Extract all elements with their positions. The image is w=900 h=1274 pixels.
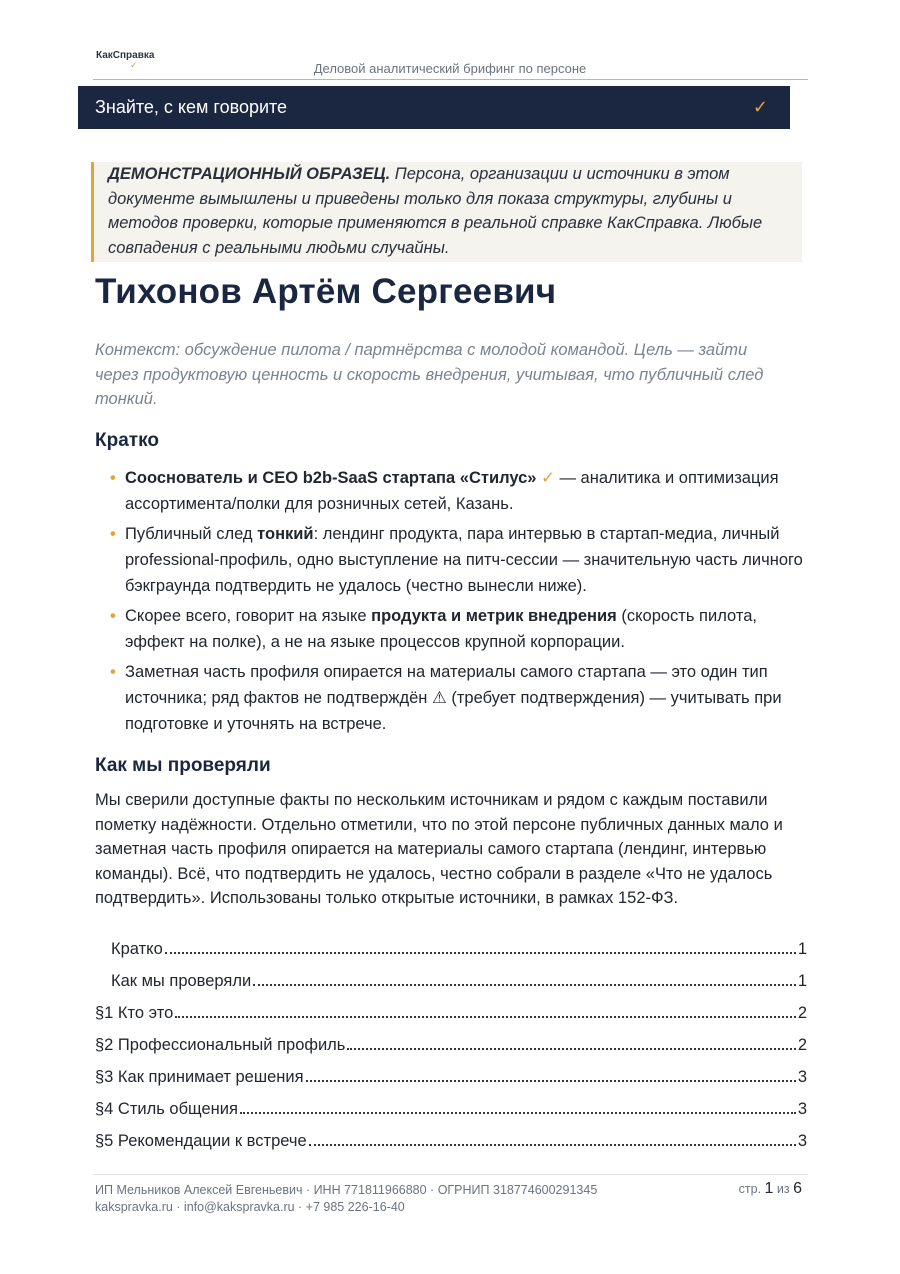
bullet-text: Публичный след: [125, 525, 258, 543]
toc-entry-summary[interactable]: [95, 940, 807, 972]
page-prefix: стр.: [738, 1182, 765, 1196]
list-item: [95, 521, 815, 599]
bullet-icon: •: [110, 469, 116, 487]
brand-logo: [96, 50, 155, 70]
bullet-icon: •: [110, 663, 116, 681]
bullet-icon: •: [110, 525, 116, 543]
toc-entry-section-5[interactable]: [95, 1132, 807, 1164]
method-heading: Как мы проверяли: [95, 755, 271, 776]
bullet-bold: продукта и метрик внедрения: [371, 607, 617, 625]
bullet-bold: тонкий: [257, 525, 314, 543]
toc-leader: [347, 1048, 795, 1050]
toc-entry-method[interactable]: [95, 972, 807, 1004]
toc-page: 1: [797, 972, 807, 990]
toc-label: §3 Как принимает решения: [95, 1068, 304, 1086]
header-divider: [93, 79, 808, 80]
page-total: 6: [793, 1180, 802, 1197]
toc-page: 2: [797, 1004, 807, 1022]
logo-text: КакСправка: [96, 50, 155, 61]
verified-check-icon: ✓: [536, 469, 555, 487]
list-item: [95, 465, 815, 517]
bullet-icon: •: [110, 607, 116, 625]
toc-page: 3: [797, 1068, 807, 1086]
page-of: из: [773, 1182, 794, 1196]
meeting-context: Контекст: обсуждение пилота / партнёрства с молодой командой. Цель — зайти через продуктовую ценность и скорость внедрения, учитывая, что публичный след тонкий.: [95, 341, 764, 408]
demo-disclaimer: [91, 162, 802, 262]
person-name: Тихонов Артём Сергеевич: [95, 272, 557, 311]
toc-label: Кратко: [111, 940, 163, 958]
bullet-text: Скорее всего, говорит на языке: [125, 607, 372, 625]
footer-divider: [93, 1174, 808, 1175]
toc-entry-section-4[interactable]: [95, 1100, 807, 1132]
toc-entry-section-3[interactable]: [95, 1068, 807, 1100]
table-of-contents: [95, 940, 807, 1164]
bullet-text: (скорость пилота, эффект на полке), а не на языке процессов крупной корпорации.: [125, 607, 757, 651]
toc-label: Как мы проверяли: [111, 972, 252, 990]
toc-leader: [175, 1016, 796, 1018]
toc-label: §1 Кто это: [95, 1004, 174, 1022]
summary-list: [95, 465, 815, 741]
toc-leader: [306, 1080, 796, 1082]
toc-page: 3: [797, 1100, 807, 1118]
toc-leader: [165, 952, 796, 954]
bullet-bold: Сооснователь и CEO b2b-SaaS стартапа «Стилус»: [125, 469, 537, 487]
toc-leader: [309, 1144, 796, 1146]
banner-title: Знайте, с кем говорите: [95, 97, 288, 117]
footer-company: ИП Мельников Алексей Евгеньевич · ИНН 771811966880 · ОГРНИП 318774600291345: [95, 1183, 598, 1197]
list-item: [95, 659, 815, 737]
toc-label: §2 Профессиональный профиль: [95, 1036, 346, 1054]
bullet-text: — аналитика и оптимизация ассортимента/полки для розничных сетей, Казань.: [125, 469, 779, 513]
toc-leader: [240, 1112, 796, 1114]
toc-page: 3: [797, 1132, 807, 1150]
toc-label: §4 Стиль общения: [95, 1100, 238, 1118]
toc-page: 2: [797, 1036, 807, 1054]
disclaimer-text: Персона, организации и источники в этом документе вымышлены и приведены только для показа структуры, глубины и методов проверки, которые применяются в реальной справке КакСправка. Любые совпадения с реальными людьми случайны.: [108, 165, 763, 257]
list-item: [95, 603, 815, 655]
page-current: 1: [764, 1180, 774, 1197]
footer-legal: [95, 1182, 597, 1216]
toc-page: 1: [797, 940, 807, 958]
page-number: [739, 1180, 802, 1198]
banner: [78, 86, 790, 129]
bullet-text: Заметная часть профиля опирается на материалы самого стартапа — это один тип источника; ряд фактов не подтверждён ⚠ (требует подтверждения) — учитывать при подготовке и уточнять на встрече.: [125, 663, 782, 733]
toc-leader: [253, 984, 796, 986]
toc-entry-section-1[interactable]: [95, 1004, 807, 1036]
footer-contacts: kakspravka.ru · info@kakspravka.ru · +7 985 226-16-40: [95, 1200, 405, 1214]
method-text: Мы сверили доступные факты по нескольким источникам и рядом с каждым поставили пометку надёжности. Отдельно отметили, что по этой персоне публичных данных мало и заметная часть профиля опирается на материалы самого стартапа (лендинг, интервью команды). Всё, что подтвердить не удалось, честно собрали в разделе «Что не удалось подтвердить». Использованы только открытые источники, в рамках 152-ФЗ.: [95, 791, 783, 907]
toc-label: §5 Рекомендации к встрече: [95, 1132, 307, 1150]
disclaimer-lead: ДЕМОНСТРАЦИОННЫЙ ОБРАЗЕЦ.: [108, 165, 391, 183]
document-subtitle: Деловой аналитический брифинг по персоне: [313, 61, 587, 76]
bullet-text: : лендинг продукта, пара интервью в стартап-медиа, личный professional-профиль, одно выступление на питч-сессии — значительную часть личного бэкграунда подтвердить не удалось (честно вынесли ниже).: [125, 525, 803, 595]
toc-entry-section-2[interactable]: [95, 1036, 807, 1068]
check-icon: ✓: [752, 97, 768, 117]
summary-heading: Кратко: [95, 430, 159, 451]
logo-check-icon: ✓: [130, 60, 138, 70]
